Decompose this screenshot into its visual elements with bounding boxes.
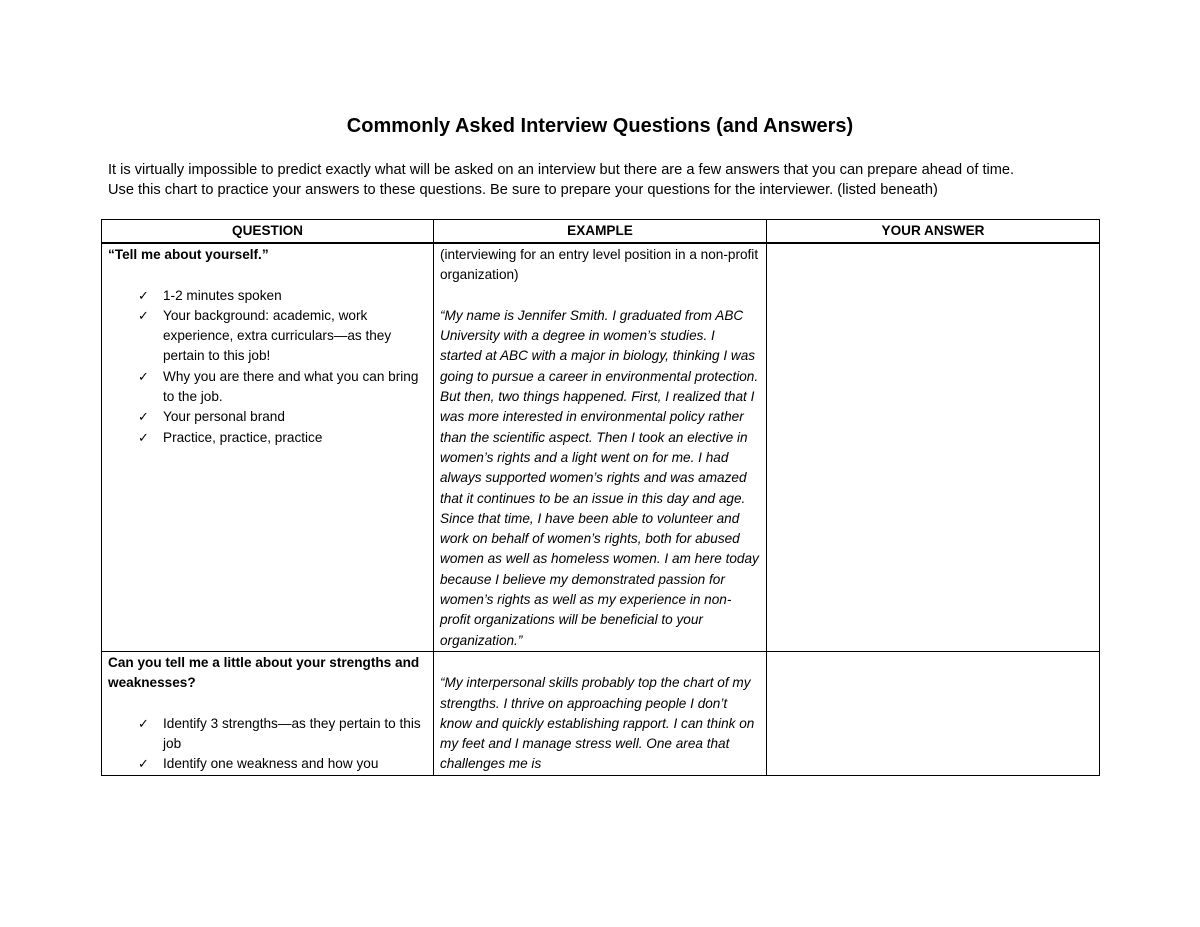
intro-text: [108, 160, 1098, 201]
page-title: Commonly Asked Interview Questions (and Answers): [346, 115, 854, 137]
list-item: ✓ Your personal brand: [163, 407, 427, 427]
your-answer-cell[interactable]: [767, 651, 1100, 775]
list-item: ✓ 1-2 minutes spoken: [163, 286, 427, 306]
list-item: ✓ Practice, practice, practice: [163, 428, 427, 448]
your-answer-cell[interactable]: [767, 243, 1100, 651]
list-item: ✓ Identify one weakness and how you: [163, 754, 427, 774]
example-cell: [434, 243, 767, 651]
intro-line-1: It is virtually impossible to predict exactly what will be asked on an interview but there are a few answers that you can prepare ahead of time.: [108, 162, 1015, 178]
list-item: ✓ Identify 3 strengths—as they pertain to this job: [138, 715, 421, 752]
tips-list: [108, 714, 427, 775]
example-answer: “My interpersonal skills probably top the chart of my strengths. I thrive on approaching people I don’t know and quickly establishing rapport. I can think on my feet and I manage stress well. One area that challenges me is: [440, 675, 755, 772]
list-item: ✓ Why you are there and what you can bring to the job.: [138, 368, 419, 405]
example-answer: “My name is Jennifer Smith. I graduated from ABC University with a degree in women’s studies. I started at ABC with a major in biology, thinking I was going to pursue a career in environmental protection. But then, two things happened. First, I realized that I was more interested in environmental policy rather than the scientific aspect. Then I took an elective in women’s rights and a light went on for me. I had always supported women’s rights and was amazed that it continues to be an issue in this day and age. Since that time, I have been able to volunteer and work on behalf of women’s rights, both for abused women as well as homeless women. I am here today because I believe my demonstrated passion for women’s rights as well as my experience in non-profit organizations will be beneficial to your organization.”: [440, 307, 759, 648]
table-header-row: [102, 220, 1100, 244]
header-question: QUESTION: [102, 220, 434, 244]
tips-list: [108, 286, 427, 448]
interview-questions-table: [101, 219, 1100, 776]
check-icon: ✓: [138, 715, 149, 731]
table-row: [102, 651, 1100, 775]
table-row: [102, 243, 1100, 651]
check-icon: ✓: [138, 409, 149, 425]
example-context: (interviewing for an entry level position in a non-profit organization): [440, 247, 759, 283]
question-text: “Tell me about yourself.”: [108, 247, 269, 262]
header-your-answer: YOUR ANSWER: [767, 220, 1100, 244]
question-cell: [102, 651, 434, 775]
header-example: EXAMPLE: [434, 220, 767, 244]
intro-line-2: Use this chart to practice your answers to these questions. Be sure to prepare your questions for the interviewer. (listed beneath): [108, 182, 938, 199]
question-text: Can you tell me a little about your strengths and weaknesses?: [108, 654, 420, 691]
list-item: ✓ Your background: academic, work experience, extra curriculars—as they pertain to this job!: [138, 307, 392, 364]
question-cell: [102, 243, 434, 651]
check-icon: ✓: [138, 756, 149, 772]
check-icon: ✓: [138, 429, 149, 445]
example-cell: [434, 651, 767, 775]
check-icon: ✓: [138, 287, 149, 303]
check-icon: ✓: [138, 307, 149, 323]
check-icon: ✓: [138, 368, 149, 384]
